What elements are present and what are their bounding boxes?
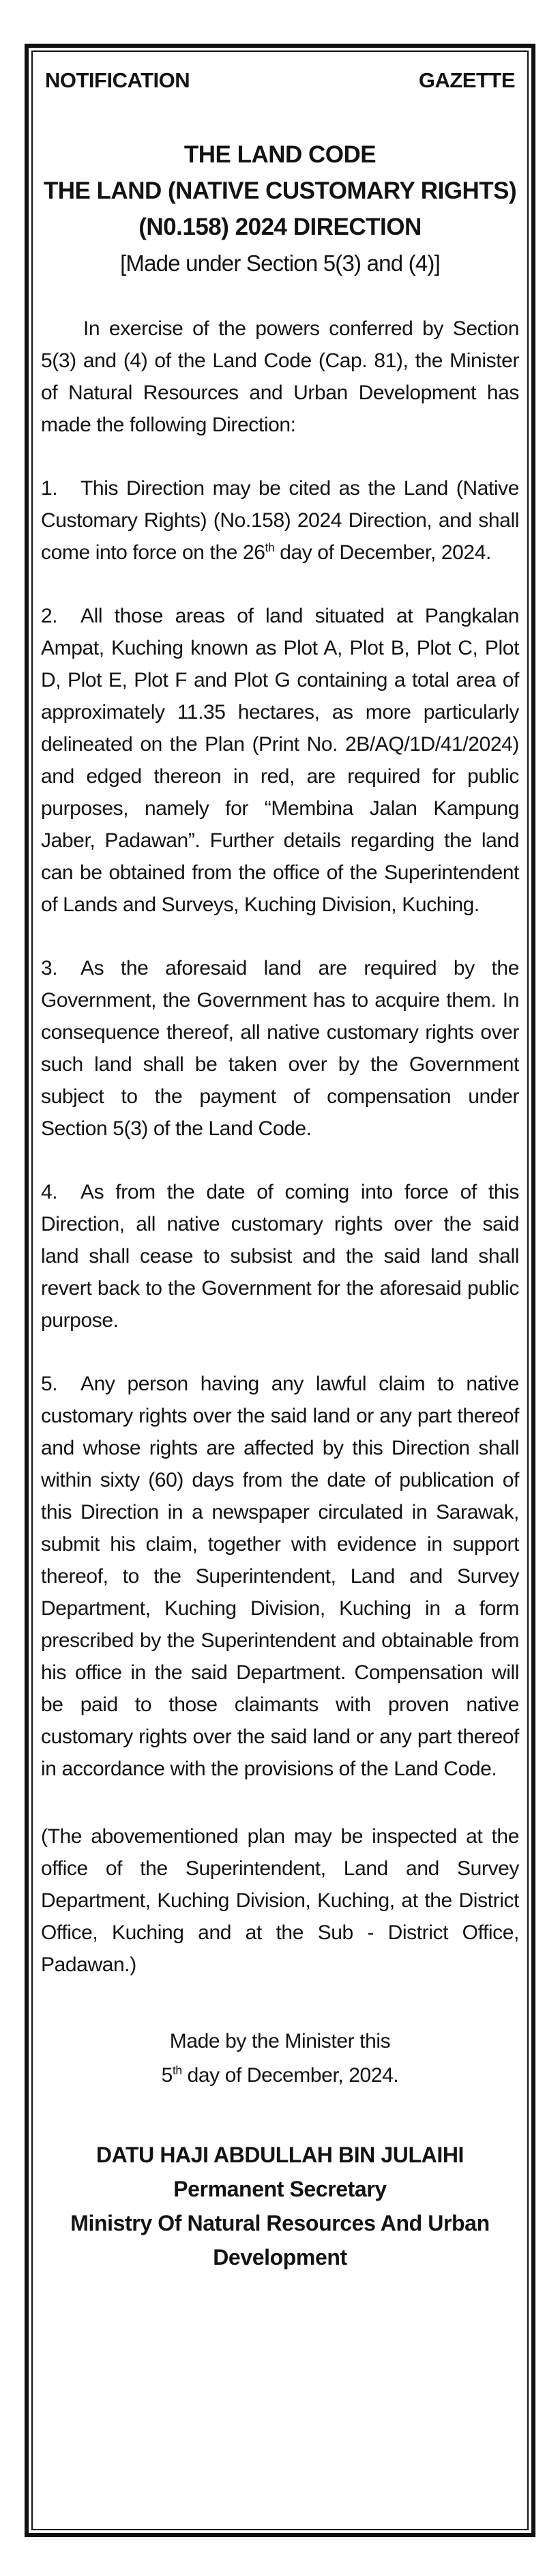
gazette-label: GAZETTE [418,68,515,92]
paragraph-4-text: As from the date of coming into force of this Direction, all native customary rights over the said land shall cease to subsist and the said land shall revert back to the Government for the aforesaid public purpose. [41,1181,519,1332]
paragraph-2-text: All those areas of land situated at Pangkalan Ampat, Kuching known as Plot A, Plot B, Plot C, Plot D, Plot E, Plot F and Plot G containing a total area of approximately 11.35 hectares, as more particularly delineated on the Plan (Print No. 2B/AQ/1D/41/2024) and edged thereon in red, are required for public purposes, namely for “Membina Jalan Kampung Jaber, Padawan”. Further details regarding the land can be obtained from the office of the Superintendent of Lands and Surveys, Kuching Division, Kuching. [41,605,519,916]
paragraph-5-text: Any person having any lawful claim to native customary rights over the said land or any part thereof and whose rights are affected by this Direction shall within sixty (60) days from the date of publication of this Direction in a newspaper circulated in Sarawak, submit his claim, together with evidence in support thereof, to the Superintendent, Land and Survey Department, Kuching Division, Kuching in a form prescribed by the Superintendent and obtainable from his office in the said Department. Compensation will be paid to those claimants with proven native customary rights over the said land or any part thereof in accordance with the provisions of the Land Code. [41,1373,519,1780]
paragraph-1-text-before-sup: This Direction may be cited as the Land (Native Customary Rights) (No.158) 2024 Direction, and shall come into force on the 26 [41,477,519,564]
title-line-1: THE LAND CODE [183,141,377,168]
paragraph-1-text-after-sup: day of December, 2024. [274,541,491,564]
superscript-th: th [265,541,275,554]
paragraph-5 [41,1368,519,1785]
signatory-title: Permanent Secretary [173,2177,387,2201]
made-by-day: 5 [161,2064,173,2087]
document-frame-inner [31,51,529,2530]
document-header [41,64,519,93]
title-block [41,137,519,281]
made-by-date-rest: day of December, 2024. [181,2064,399,2087]
signature-block [41,2138,519,2274]
notification-label: NOTIFICATION [45,68,190,92]
paragraph-3-number: 3. [41,957,58,979]
signatory-name: DATU HAJI ABDULLAH BIN JULAIHI [95,2143,465,2167]
made-by-line-2 [41,2059,519,2093]
paragraph-1-number: 1. [41,477,58,500]
paragraph-1 [41,472,519,569]
paragraph-3-text: As the aforesaid land are required by the Government, the Government has to acquire them. In consequence thereof, all native customary rights over such land shall be taken over by the Government subject to the payment of compensation under Section 5(3) of the Land Code. [41,957,519,1140]
plan-inspection-note: (The abovementioned plan may be inspected at the office of the Superintendent, Land and Survey Department, Kuching Division, Kuching, at the District Office, Kuching and at the Sub - District Office, Padawan.) [41,1825,519,1976]
signatory-ministry: Ministry Of Natural Resources And Urban Development [70,2211,490,2270]
paragraph-2 [41,600,519,921]
intro-paragraph: In exercise of the powers conferred by Section 5(3) and (4) of the Land Code (Cap. 81), the Minister of Natural Resources and Urban Development has made the following Direction: [41,317,519,436]
document-frame [25,44,535,2537]
title-line-2: THE LAND (NATIVE CUSTOMARY RIGHTS) [43,177,517,204]
title-line-3: (N0.158) 2024 DIRECTION [138,214,422,240]
paragraph-4 [41,1176,519,1336]
paragraph-5-number: 5. [41,1373,58,1395]
paragraph-4-number: 4. [41,1181,58,1203]
superscript-th: th [172,2063,182,2077]
made-by-block [41,2024,519,2093]
made-by-line-1: Made by the Minister this [169,2030,391,2052]
made-under-line: [Made under Section 5(3) and (4)] [120,251,440,276]
paragraph-3 [41,952,519,1145]
paragraph-2-number: 2. [41,605,58,627]
